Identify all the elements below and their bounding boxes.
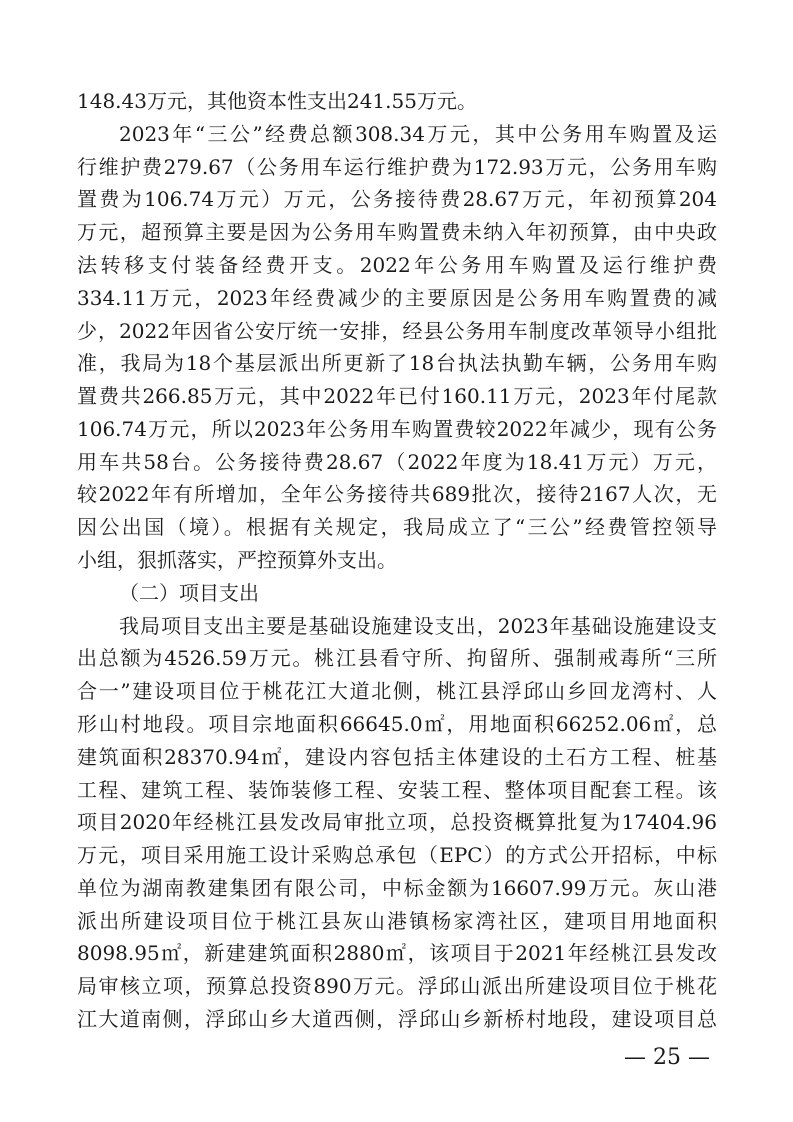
text-line-8: 少，2022年因省公安厅统一安排，经县公务用车制度改革领导小组批 (77, 319, 717, 343)
text-line-27: 8098.95㎡，新建建筑面积2880㎡，该项目于2021年经桃江县发改 (77, 941, 717, 965)
text-line-26: 派出所建设项目位于桃江县灰山港镇杨家湾社区，建项目用地面积 (77, 909, 717, 933)
text-line-14: 因公出国（境）。根据有关规定，我局成立了“三公”经费管控领导 (77, 515, 717, 539)
text-line-28: 局审核立项，预算总投资890万元。浮邱山派出所建设项目位于桃花 (77, 974, 717, 998)
text-line-20: 形山村地段。项目宗地面积66645.0㎡，用地面积66252.06㎡，总 (77, 712, 717, 736)
text-line-21: 建筑面积28370.94㎡，建设内容包括主体建设的土石方工程、桩基 (77, 745, 717, 769)
text-line-29: 江大道南侧，浮邱山乡大道西侧，浮邱山乡新桥村地段，建设项目总 (77, 1007, 717, 1031)
text-line-22: 工程、建筑工程、装饰装修工程、安装工程、整体项目配套工程。该 (77, 778, 717, 802)
text-line-19: 合一”建设项目位于桃花江大道北侧，桃江县浮邱山乡回龙湾村、人 (77, 679, 717, 703)
text-line-9: 准，我局为18个基层派出所更新了18台执法执勤车辆，公务用车购 (77, 351, 717, 375)
text-line-4: 置费为106.74万元）万元，公务接待费28.67万元，年初预算204 (77, 187, 717, 211)
text-line-24: 万元，项目采用施工设计采购总承包（EPC）的方式公开招标，中标 (77, 843, 717, 867)
text-line-10: 置费共266.85万元，其中2022年已付160.11万元，2023年付尾款 (77, 384, 717, 408)
text-line-7: 334.11万元，2023年经费减少的主要原因是公务用车购置费的减 (77, 286, 717, 310)
text-line-13: 较2022年有所增加，全年公务接待共689批次，接待2167人次，无 (77, 482, 717, 506)
section-heading: （二）项目支出 (119, 581, 259, 605)
text-line-18: 出总额为4526.59万元。桃江县看守所、拘留所、强制戒毒所“三所 (77, 646, 717, 670)
text-line-6: 法转移支付装备经费开支。2022年公务用车购置及运行维护费 (77, 253, 717, 277)
page-number: — 25 — (624, 1045, 710, 1070)
text-line-15: 小组，狠抓落实，严控预算外支出。 (77, 548, 397, 572)
text-line-5: 万元，超预算主要是因为公务用车购置费未纳入年初预算，由中央政 (77, 220, 717, 244)
text-line-17: 我局项目支出主要是基础设施建设支出，2023年基础设施建设支 (119, 614, 717, 638)
text-line-2: 2023年“三公”经费总额308.34万元，其中公务用车购置及运 (119, 122, 717, 146)
text-line-25: 单位为湖南教建集团有限公司，中标金额为16607.99万元。灰山港 (77, 876, 717, 900)
text-line-12: 用车共58台。公务接待费28.67（2022年度为18.41万元）万元， (77, 450, 717, 474)
text-line-1: 148.43万元，其他资本性支出241.55万元。 (77, 89, 477, 113)
text-line-3: 行维护费279.67（公务用车运行维护费为172.93万元，公务用车购 (77, 155, 717, 179)
text-line-11: 106.74万元，所以2023年公务用车购置费较2022年减少，现有公务 (77, 417, 717, 441)
text-line-23: 项目2020年经桃江县发改局审批立项，总投资概算批复为17404.96 (77, 810, 717, 834)
